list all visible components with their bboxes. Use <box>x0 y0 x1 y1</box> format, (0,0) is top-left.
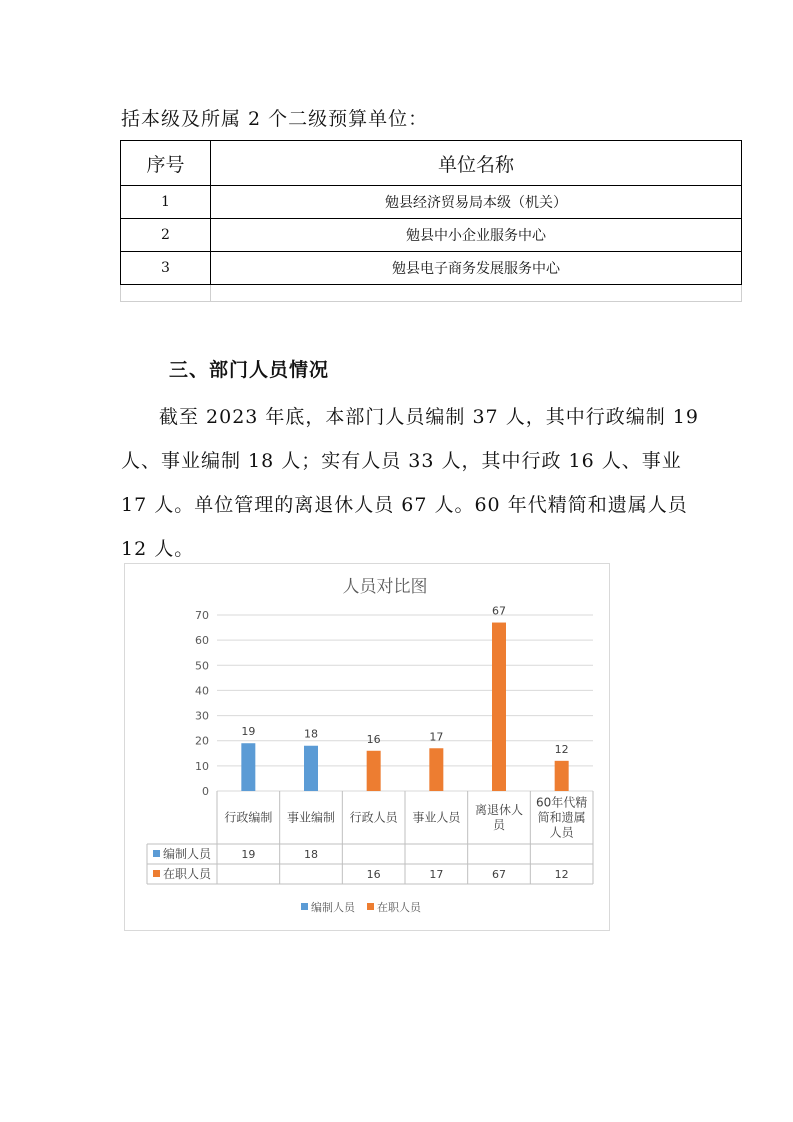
y-tick-label: 60 <box>195 634 209 648</box>
table-value: 19 <box>241 848 256 861</box>
row-no: 2 <box>121 219 211 252</box>
bar <box>492 623 506 791</box>
paragraph-text: 截至 2023 年底，本部门人员编制 37 人，其中行政编制 19 人、事业编制 18 人；实有人员 33 人，其中行政 16 人、事业 17 人。单位管理的离退休人员 67 人。60 年代精简和遗属人员 12 人。 <box>121 406 699 560</box>
chart-svg <box>125 564 609 930</box>
row-name: 勉县中小企业服务中心 <box>211 219 742 252</box>
row-name: 勉县电子商务发展服务中心 <box>211 252 742 285</box>
column-header-no: 序号 <box>121 141 211 186</box>
staff-chart <box>124 563 610 931</box>
legend-key <box>367 903 374 910</box>
x-tick-label: 事业编制 <box>286 810 336 825</box>
x-tick-label: 行政编制 <box>224 810 273 825</box>
data-label: 12 <box>554 742 569 756</box>
y-tick-label: 50 <box>195 659 209 673</box>
row-name-empty <box>211 285 742 302</box>
row-no: 3 <box>121 252 211 285</box>
table-legend-key <box>153 870 160 877</box>
staff-paragraph <box>121 395 701 571</box>
table-value: 18 <box>304 848 318 861</box>
legend-label: 编制人员 <box>311 901 355 914</box>
y-tick-label: 10 <box>195 759 209 773</box>
row-name: 勉县经济贸易局本级（机关） <box>211 186 742 219</box>
table-header-row <box>121 141 742 186</box>
y-tick-label: 0 <box>202 785 209 798</box>
table-series-name: 编制人员 <box>163 847 212 861</box>
y-tick-label: 20 <box>195 734 209 748</box>
table-value: 16 <box>366 868 381 881</box>
data-label: 67 <box>492 604 506 618</box>
table-value: 67 <box>492 868 506 881</box>
x-tick-label: 员 <box>492 818 506 832</box>
legend-label: 在职人员 <box>377 901 421 914</box>
data-label: 18 <box>304 727 318 741</box>
x-tick-label: 离退休人 <box>474 803 524 817</box>
bar <box>429 748 443 791</box>
data-label: 19 <box>241 725 256 739</box>
table-value: 17 <box>429 868 444 881</box>
bar <box>241 743 255 791</box>
row-no-empty <box>121 285 211 302</box>
bar <box>304 746 318 791</box>
table-row <box>121 186 742 219</box>
bar <box>555 761 569 791</box>
intro-text: 括本级及所属 2 个二级预算单位： <box>121 108 429 130</box>
y-tick-label: 70 <box>195 609 209 622</box>
table-series-name: 在职人员 <box>163 867 212 881</box>
data-label: 17 <box>429 730 444 744</box>
x-tick-label: 事业人员 <box>412 810 461 825</box>
row-no: 1 <box>121 186 211 219</box>
section-heading: 三、部门人员情况 <box>169 359 330 381</box>
x-tick-label: 行政人员 <box>349 810 398 825</box>
bar <box>367 751 381 791</box>
table-legend-key <box>153 850 160 857</box>
data-label: 16 <box>366 732 381 746</box>
y-tick-label: 30 <box>195 709 209 723</box>
y-tick-label: 40 <box>195 684 209 698</box>
table-row <box>121 252 742 285</box>
x-tick-label: 人员 <box>549 825 574 840</box>
units-table <box>120 140 742 302</box>
table-value: 12 <box>554 868 569 881</box>
chart-title: 人员对比图 <box>342 577 428 597</box>
column-header-name: 单位名称 <box>211 141 742 186</box>
legend-key <box>301 903 308 910</box>
table-row-empty <box>121 285 742 302</box>
x-tick-label: 60年代精 <box>536 795 588 810</box>
table-row <box>121 219 742 252</box>
x-tick-label: 简和遗属 <box>537 810 586 825</box>
